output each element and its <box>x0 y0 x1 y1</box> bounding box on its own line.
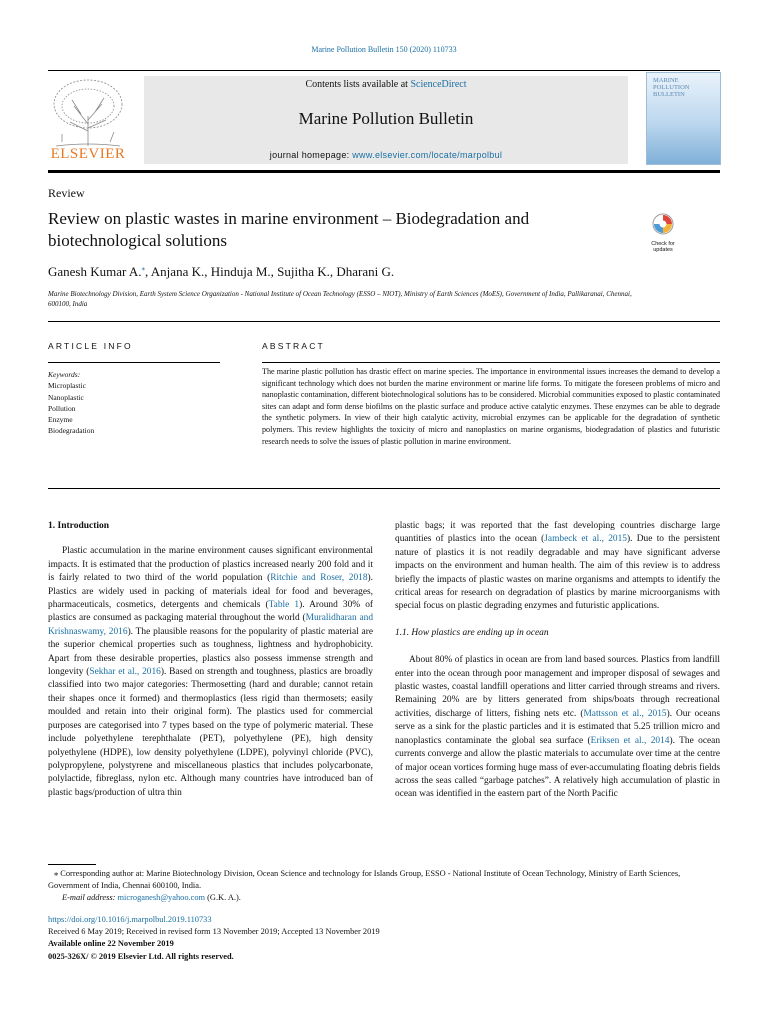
body-text: ). Due to the persistent nature of plastics it is not readily degradable and may have significant adverse impacts on the environment and human health. The aim of this review is to address briefly the impacts of plastic wastes on marine organisms and attempts to identify the critical areas for research on degradation of plastics by marine microorganisms with special focus on plastic degrading enzymes and futuristic applications. <box>395 534 720 612</box>
subsection-heading: 1.1. How plastics are ending up in ocean <box>395 627 549 638</box>
body-text: ). Around 30% of plastics are consumed as packaging material throughout the world ( <box>48 600 374 624</box>
sciencedirect-link[interactable]: ScienceDirect <box>410 79 467 90</box>
citation-link[interactable]: Muralidharan and Krishnaswamy, 2016 <box>48 613 374 637</box>
keyword: Pollution <box>48 403 76 413</box>
intro-paragraph <box>48 545 373 800</box>
copyright: 0025-326X/ © 2019 Elsevier Ltd. All rights reserved. <box>48 951 234 961</box>
right-column <box>395 520 720 802</box>
affiliation: Marine Biotechnology Division, Earth System Science Organization - National Institute of Ocean Technology (ESSO – NIOT), Ministry of Earth Sciences (MoES), Government of India, Pallikaranai, Chennai, 600100, India <box>48 290 632 308</box>
footnote-rule <box>48 864 96 865</box>
section-heading-introduction: 1. Introduction <box>48 521 110 531</box>
abstract-rule <box>262 362 720 363</box>
available-online: Available online 22 November 2019 <box>48 939 174 949</box>
homepage-prefix: journal homepage: <box>269 150 353 160</box>
subsection-paragraph <box>395 654 720 801</box>
email-label: E-mail address: <box>62 893 118 903</box>
email-suffix: (G.K. A.). <box>205 893 241 903</box>
top-rule <box>48 70 720 71</box>
body-text: ). Based on strength and toughness, plastics are broadly classified into two major categories: Thermosetting (hard and durable; cannot retain their shapes once it formed) and thermoplastics (less rigid than thermosets; easily moulded and retain into their original form). The plastics used for commercial purposes are categorised into 7 types based on the type of polymeric material. These include polyethylene terephthalate (PET), polyethylene (PE), high density polyethylene (HDPE), low density polyethylene (LDPE), polyvinyl chloride (PVC), polypropylene, polystyrene and miscellaneous plastics that includes polycarbonate, polylactide, fibreglass, nylon etc. Although many countries have introduced ban of plastic bags/production of ultra thin <box>48 667 373 798</box>
check-for-updates-badge[interactable] <box>645 212 681 253</box>
journal-cover[interactable] <box>646 72 721 165</box>
corresponding-author-mark[interactable]: ⁎ <box>141 264 146 273</box>
journal-title: Marine Pollution Bulletin <box>298 109 474 128</box>
citation-link[interactable]: Ritchie and Roser, 2018 <box>270 573 368 584</box>
other-authors: , Anjana K., Hinduja M., Sujitha K., Dharani G. <box>145 264 395 279</box>
author-list <box>48 264 394 280</box>
keyword: Enzyme <box>48 415 73 425</box>
abstract-bottom-rule <box>48 488 720 489</box>
affiliation-rule <box>48 321 720 322</box>
body-text: ). Plastics are widely used in packing of materials ideal for food and beverages, pharmaceuticals, cosmetics, detergents and chemicals ( <box>48 573 373 611</box>
cover-title: MARINE POLLUTION BULLETIN <box>653 77 690 98</box>
abstract-text: The marine plastic pollution has drastic effect on marine species. The importance in environmental issues increases the demand to develop a significant technology which does not burden the marine environment or marine life forms. To mitigate the foreseen problems of micro and nanoplastic contamination, different biotechnological solutions has to be considered. Microbial communities exposed to plastic contaminated sites can adapt and form dense biofilms on the plastic surface and produce active catalytic enzymes. These enzymes can be able to degrade the synthetic polymers. In view of their high catalytic activity, microbial enzymes can be applicable for the degradation of synthetic polymers. This review highlights the toxicity of micro and nanoplastics on marine organisms, biodegradation of plastics and futuristic research needs to solve the issues of plastic pollution in marine environment. <box>262 367 720 446</box>
contents-prefix: Contents lists available at <box>305 79 411 90</box>
citation-link[interactable]: Jambeck et al., 2015 <box>544 534 627 545</box>
body-text: About 80% of plastics in ocean are from land based sources. Plastics from landfill enter into the ocean through poor management and improper disposal of sewages and plastic wastes, coastal landfill operations and litter carried through streams and rivers. Remaining 20% are by litters generated from ships/boats through recreational activities, discharge of litters, fishing nets etc. ( <box>395 655 720 719</box>
body-text: ). The ocean currents converge and allow the plastic materials to accumulate over time at the centre of major ocean vortices forming huge mass of ever-accumulating floating debris fields across the seas called “garbage patches”. A relatively high accumulation of plastic in ocean was identified in the eastern part of the North Pacific <box>395 735 721 800</box>
corresponding-author-note: ⁎ Corresponding author at: Marine Biotechnology Division, Ocean Science and technology for Islands Group, ESSO - National Institute of Ocean Technology, Ministry of Earth Sciences, Government of India, Chennai 600100, India. <box>48 869 681 891</box>
publisher-name: ELSEVIER <box>50 146 126 162</box>
citation-link[interactable]: Mattsson et al., 2015 <box>583 708 667 719</box>
homepage-link[interactable]: www.elsevier.com/locate/marpolbul <box>352 150 503 160</box>
article-info-rule <box>48 362 220 363</box>
received-dates: Received 6 May 2019; Received in revised form 13 November 2019; Accepted 13 November 2019 <box>48 927 380 937</box>
keyword: Biodegradation <box>48 426 95 436</box>
elsevier-logo <box>48 76 128 164</box>
intro-paragraph-continued <box>395 520 720 614</box>
doi-link[interactable]: https://doi.org/10.1016/j.marpolbul.2019.110733 <box>48 915 212 924</box>
email-link[interactable]: microganesh@yahoo.com <box>117 893 206 903</box>
article-title: Review on plastic wastes in marine environment – Biodegradation and biotechnological solutions <box>48 209 530 250</box>
keyword: Nanoplastic <box>48 392 84 402</box>
keyword: Microplastic <box>48 381 86 391</box>
left-column <box>48 520 373 800</box>
citation-link[interactable]: Sekhar et al., 2016 <box>89 667 161 678</box>
abstract-heading: ABSTRACT <box>262 341 325 351</box>
keywords-label: Keywords: <box>48 370 81 379</box>
email-line <box>48 892 720 904</box>
journal-banner <box>144 76 628 164</box>
body-text: plastic bags; it was reported that the fast developing countries discharge large quantities of plastics into the ocean ( <box>395 521 720 545</box>
table-link[interactable]: Table 1 <box>268 600 300 611</box>
body-text: ). Our oceans serve as a sink for the plastic particles and it is estimated that 5.25 trillion micro and nanoplastics contaminate the global sea surface ( <box>395 708 720 746</box>
check-updates-label: Check for updates <box>651 241 675 253</box>
body-text: Plastic accumulation in the marine environment causes significant environmental impacts. It is estimated that the production of plastics increased nearly 200 fold and it is fairly related to two third of the world population ( <box>48 546 373 584</box>
citation-link[interactable]: Eriksen et al., 2014 <box>590 735 670 746</box>
keywords-block <box>48 369 94 437</box>
contents-line <box>144 79 628 90</box>
footnote <box>48 868 720 905</box>
publication-metadata <box>48 914 380 963</box>
journal-reference[interactable]: Marine Pollution Bulletin 150 (2020) 110733 <box>311 45 457 54</box>
article-type: Review <box>48 186 85 200</box>
check-updates-icon <box>645 212 681 236</box>
homepage-line <box>144 150 628 160</box>
article-info-heading: ARTICLE INFO <box>48 341 133 351</box>
body-text: ). The plausible reasons for the popularity of plastic material are the superior chemical properties such as toughness, lightness and hydrophobicity. Apart from these desirable properties, plastics also possess immense strength and longevity ( <box>48 626 373 678</box>
header-thick-rule <box>48 170 720 173</box>
first-author: Ganesh Kumar A. <box>48 264 142 279</box>
